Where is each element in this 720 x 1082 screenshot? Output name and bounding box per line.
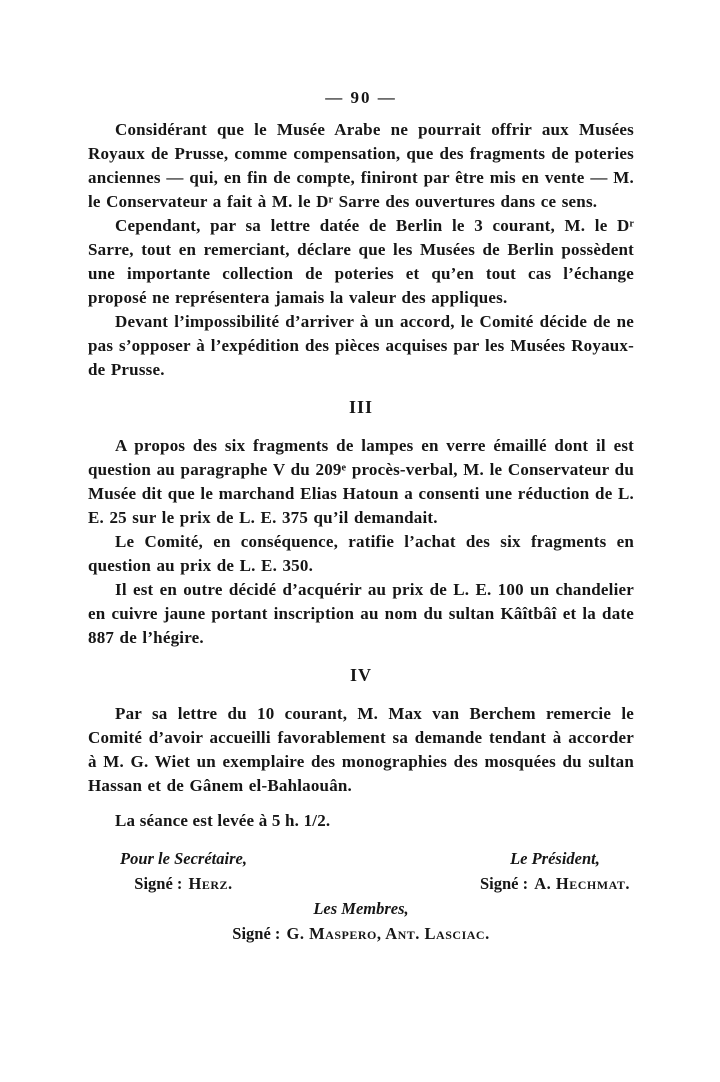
paragraph-4: A propos des six fragments de lampes en verre émaillé dont il est question au paragraphe V du 209ᵉ procès-verbal, M. le Conservateur du Musée dit que le marchand Elias Hatoun a consenti une réduction de L. E. 25 sur le prix de L. E. 375 qu’il demandait. [88,436,634,527]
signature-row [88,846,634,896]
signature-members-signed [88,921,634,946]
closing-line: La séance est levée à 5 h. 1/2. [115,811,331,830]
signature-president-signed [480,871,630,896]
signature-members-role: Les Membres, [313,899,409,918]
paragraph-5: Le Comité, en conséquence, ratifie l’achat des six fragments en question au prix de L. E. 350. [88,532,634,575]
page-number: — 90 — [325,88,397,107]
paragraph-6: Il est en outre décidé d’acquérir au prix de L. E. 100 un chandelier en cuivre jaune portant inscription au nom du sultan Kâîtbâî et la date 887 de l’hégire. [88,580,634,647]
section-heading-iv: IV [349,665,372,685]
signature-president-role: Le Président, [510,849,600,868]
paragraph-3: Devant l’impossibilité d’arriver à un accord, le Comité décide de ne pas s’opposer à l’expédition des pièces acquises par les Musées Royaux-de Prusse. [88,312,634,379]
signature-secretary-name: Herz. [188,874,233,893]
signed-label: Signé : [134,874,183,893]
paragraph-2: Cependant, par sa lettre datée de Berlin le 3 courant, M. le Dʳ Sarre, tout en remerciant, déclare que les Musées de Berlin possèdent une importante collection de poteries et qu’en tout cas l’échange proposé ne représentera jamais la valeur des appliques. [88,216,634,307]
signature-members-name: G. Maspero, Ant. Lasciac. [286,924,490,943]
signed-label: Signé : [480,874,529,893]
signature-members [88,896,634,946]
paragraph-1: Considérant que le Musée Arabe ne pourrait offrir aux Musées Royaux de Prusse, comme compensation, que des fragments de poteries anciennes — qui, en fin de compte, finiront par être mis en vente — M. le Conservateur a fait à M. le Dʳ Sarre des ouvertures dans ce sens. [88,120,634,211]
signature-secretary-signed [120,871,247,896]
signature-president-name: A. Hechmat. [534,874,630,893]
signature-secretary [120,846,247,896]
section-heading-iii: III [348,397,373,417]
signature-president [480,846,630,896]
signed-label: Signé : [232,924,281,943]
paragraph-7: Par sa lettre du 10 courant, M. Max van Berchem remercie le Comité d’avoir accueilli favorablement sa demande tendant à accorder à M. G. Wiet un exemplaire des monographies des mosquées du sultan Hassan et de Gânem el-Bahlaouân. [88,704,634,795]
signature-secretary-role: Pour le Secrétaire, [120,849,247,868]
